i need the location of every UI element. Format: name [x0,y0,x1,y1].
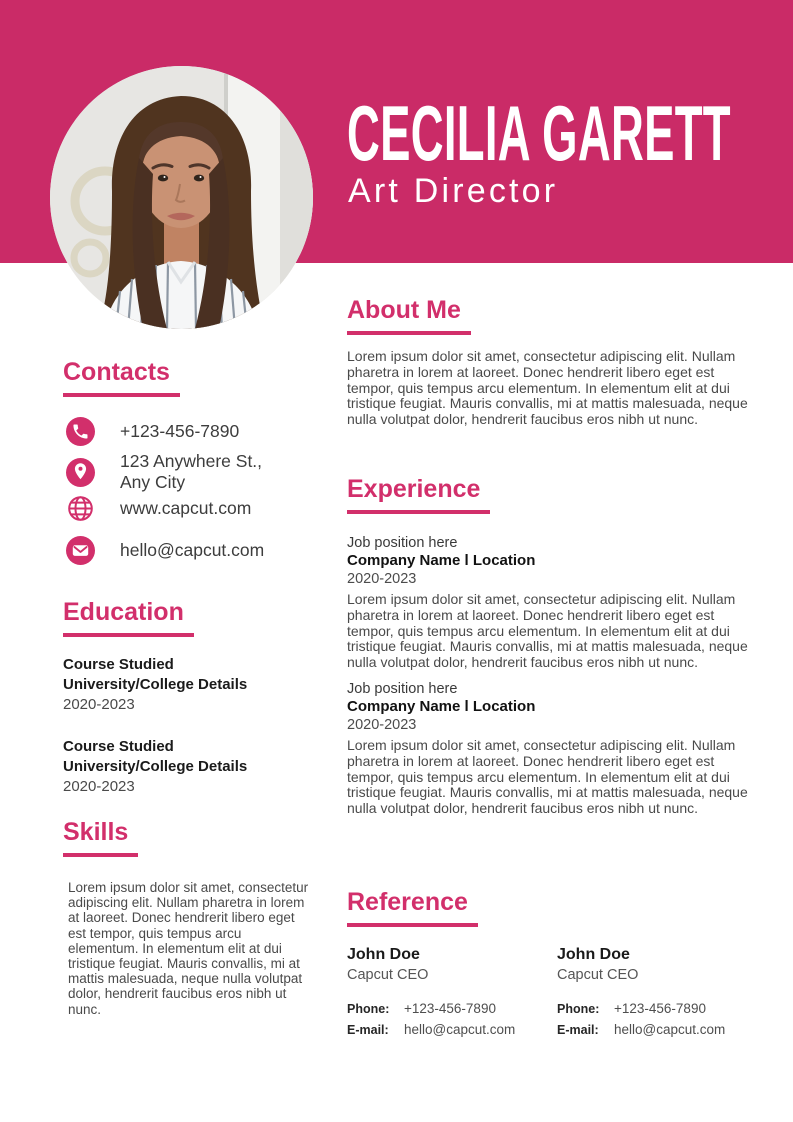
education-entry [63,737,323,797]
phone-label: Phone: [347,1002,390,1016]
education-entry [63,655,323,715]
reference-email-value: hello@capcut.com [614,1022,726,1037]
education-heading: Education [63,600,194,637]
contact-website-value: www.capcut.com [120,498,252,518]
skills-section [63,820,315,1017]
job-description: Lorem ipsum dolor sit amet, consectetur adipiscing elit. Nullam pharetra in lorem at laoreet. Donec hendrerit libero eget est tempor, quis tempus arcu elementum. In elementum elit at dui tristique feugiat. Mauris convallis, mi at mattis malesuada, neque nulla volutpat dolor, hendrerit faucibus eros nibh ut nunc. [347,736,748,817]
reference-role: Capcut CEO [347,967,429,983]
job-company: Company Name l Location [347,697,536,715]
reference-email-row [557,1022,759,1037]
contacts-section [63,360,318,565]
contact-phone-row [66,417,318,446]
experience-section [347,477,759,817]
education-school: University/College Details [63,758,248,775]
experience-job [347,680,759,817]
education-years: 2020-2023 [63,696,135,713]
reference-email-row [347,1022,549,1037]
job-years: 2020-2023 [347,716,417,733]
reference-phone-value: +123-456-7890 [404,1001,496,1016]
reference-phone-row [347,1001,549,1016]
person-name: CECILIA GARETT [347,89,731,177]
profile-photo [50,66,313,329]
reference-name: John Doe [347,946,420,963]
reference-heading: Reference [347,890,478,927]
reference-entry [557,945,759,1037]
education-years: 2020-2023 [63,778,135,795]
reference-phone-row [557,1001,759,1016]
portrait-illustration [50,66,313,329]
education-entries [63,655,323,797]
about-paragraph: Lorem ipsum dolor sit amet, consectetur adipiscing elit. Nullam pharetra in lorem at laoreet. Donec hendrerit libero eget est tempor, quis tempus arcu elementum. In elementum elit at dui tristique feugiat. Mauris convallis, mi at mattis malesuada, neque nulla volutpat dolor, hendrerit faucibus eros nibh ut nunc. [347,348,748,428]
skills-paragraph: Lorem ipsum dolor sit amet, consectetur adipiscing elit. Nullam pharetra in lorem at laoreet. Donec hendrerit libero eget est tempor, quis tempus arcu elementum. In elementum elit at dui tristique feugiat. Mauris convallis, mi at mattis malesuada, neque nulla volutpat dolor, hendrerit faucibus eros nibh ut nunc. [68,880,309,1017]
job-description: Lorem ipsum dolor sit amet, consectetur adipiscing elit. Nullam pharetra in lorem at laoreet. Donec hendrerit libero eget est tempor, quis tempus arcu elementum. In elementum elit at dui tristique feugiat. Mauris convallis, mi at mattis malesuada, neque nulla volutpat dolor, hendrerit faucibus eros nibh ut nunc. [347,591,748,671]
globe-icon [66,494,95,523]
job-years: 2020-2023 [347,571,417,587]
contact-website-row [66,494,318,523]
contact-email-value: hello@capcut.com [120,540,265,560]
reference-phone-value: +123-456-7890 [614,1001,706,1016]
email-icon [66,536,95,565]
contacts-heading: Contacts [63,360,180,397]
job-position: Job position here [347,535,458,551]
contact-address-value [120,451,262,493]
contacts-list [63,417,318,565]
phone-icon [66,417,95,446]
education-section [63,600,323,797]
education-course: Course Studied [63,656,174,673]
education-school: University/College Details [63,676,248,693]
contact-email-row [66,536,318,565]
experience-job [347,534,759,671]
reference-role: Capcut CEO [557,967,639,983]
contact-phone-value: +123-456-7890 [120,421,240,441]
reference-email-value: hello@capcut.com [404,1022,516,1037]
contact-address-line1: 123 Anywhere St., [120,451,263,471]
experience-jobs [347,534,759,817]
reference-entry [347,945,549,1037]
job-position: Job position here [347,680,458,697]
skills-heading: Skills [63,820,138,857]
contact-address-line2: Any City [120,472,186,492]
person-job-title: Art Director [348,172,559,210]
contact-address-row [66,451,318,493]
about-section [347,298,759,428]
job-company: Company Name l Location [347,552,536,569]
email-label: E-mail: [557,1023,599,1037]
reference-name: John Doe [557,946,630,963]
phone-label: Phone: [557,1002,600,1016]
education-course: Course Studied [63,738,174,755]
email-label: E-mail: [347,1023,389,1037]
reference-columns [347,945,759,1037]
reference-section [347,890,759,1037]
about-heading: About Me [347,298,471,335]
location-icon [66,458,95,487]
experience-heading: Experience [347,477,490,514]
